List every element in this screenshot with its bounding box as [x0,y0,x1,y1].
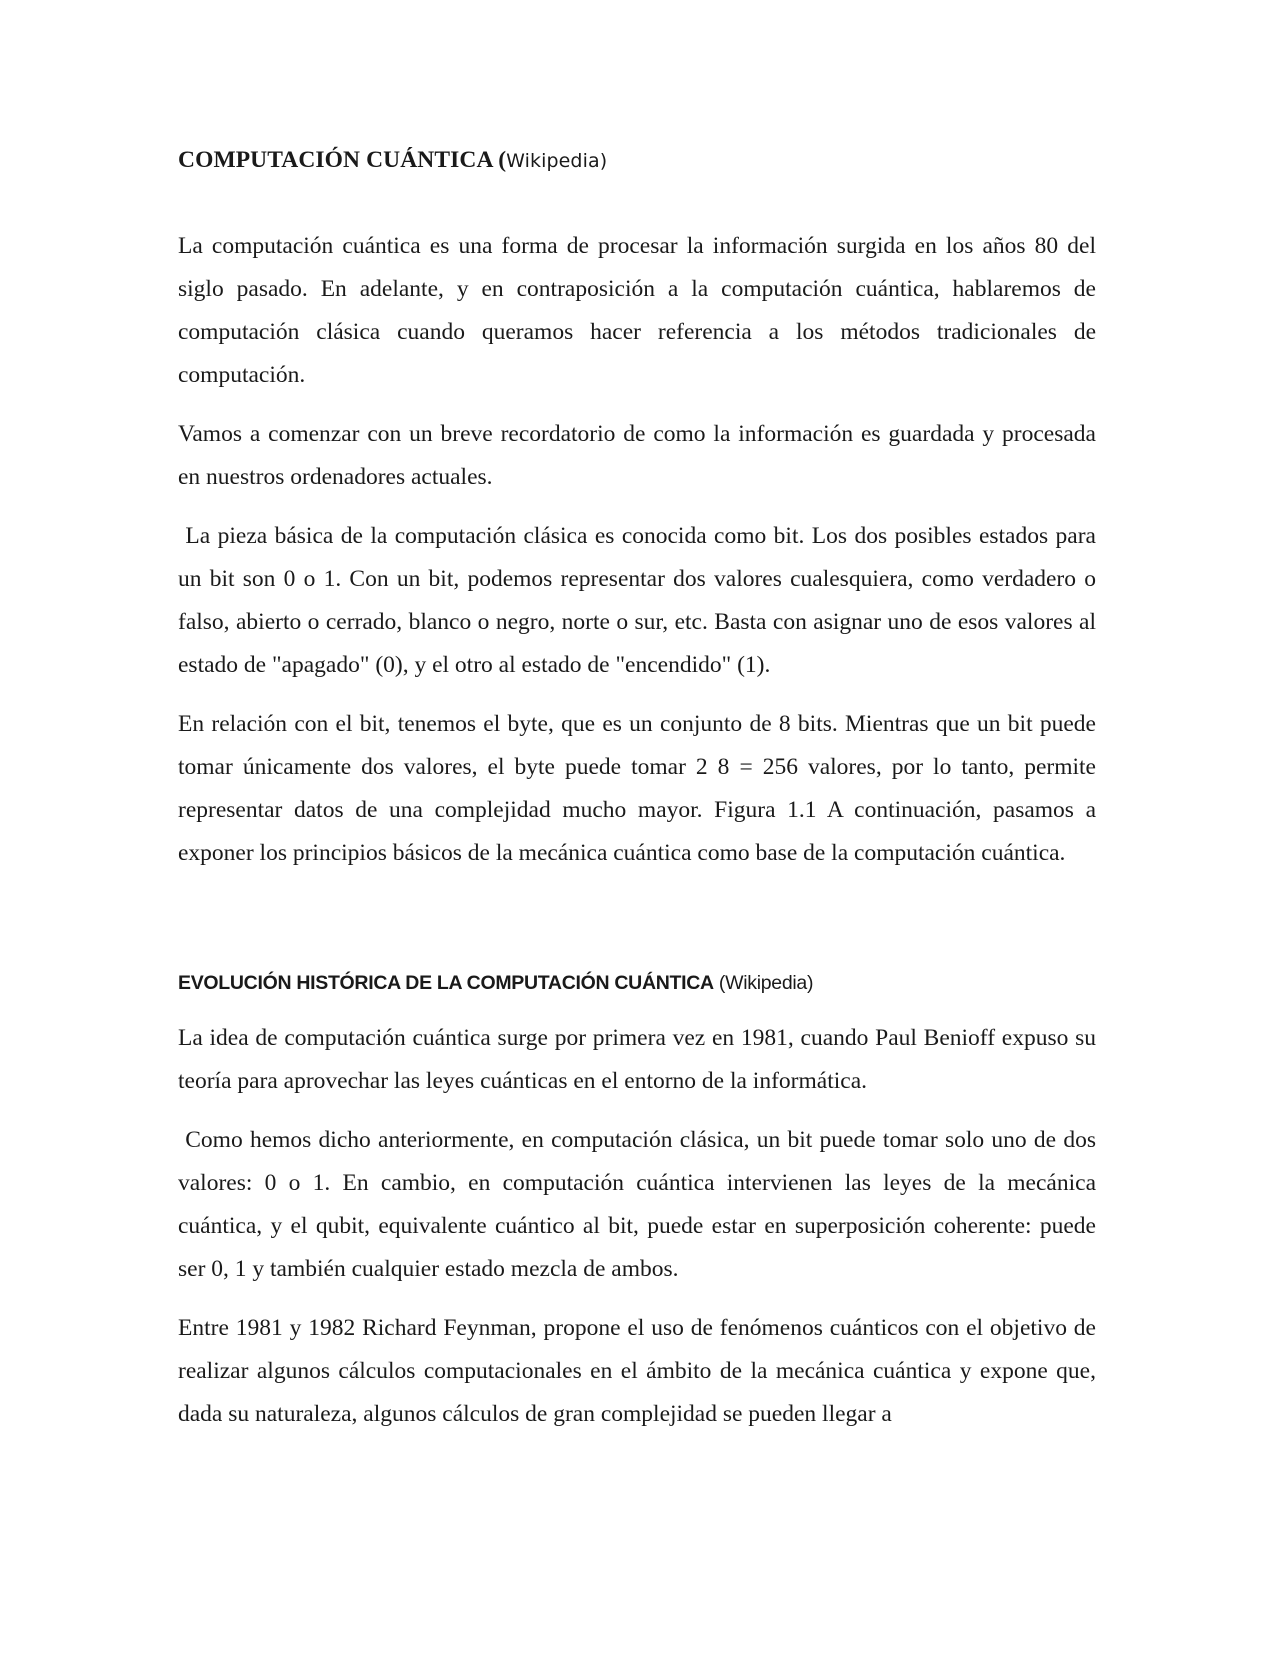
paragraph: Entre 1981 y 1982 Richard Feynman, propone el uso de fenómenos cuánticos con el objetivo de realizar algunos cálculos computacionales en el ámbito de la mecánica cuántica y expone que, dada su naturaleza, algunos cálculos de gran complejidad se pueden llegar a [178,1315,1096,1427]
paragraph: La pieza básica de la computación clásica es conocida como bit. Los dos posibles estados para un bit son 0 o 1. Con un bit, podemos representar dos valores cualesquiera, como verdadero o falso, abierto o cerrado, blanco o negro, norte o sur, etc. Basta con asignar uno de esos valores al estado de "apagado" (0), y el otro al estado de "encendido" (1). [178,523,1096,678]
paragraph: La computación cuántica es una forma de procesar la información surgida en los años 80 del siglo pasado. En adelante, y en contraposición a la computación cuántica, hablaremos de computación clásica cuando queramos hacer referencia a los métodos tradicionales de computación. [178,233,1096,388]
section-heading-computacion-cuantica [178,140,1096,181]
section-heading-evolucion-historica [178,965,1096,1001]
paragraph: Como hemos dicho anteriormente, en computación clásica, un bit puede tomar solo uno de dos valores: 0 o 1. En cambio, en computación cuántica intervienen las leyes de la mecánica cuántica, y el qubit, equivalente cuántico al bit, puede estar en superposición coherente: puede ser 0, 1 y también cualquier estado mezcla de ambos. [178,1127,1096,1282]
document-body [178,140,1096,1436]
heading-source: (Wikipedia) [713,972,814,994]
paragraph: La idea de computación cuántica surge por primera vez en 1981, cuando Paul Benioff expuso su teoría para aprovechar las leyes cuánticas en el entorno de la informática. [178,1025,1096,1094]
heading-title: COMPUTACIÓN CUÁNTICA ( [178,147,507,173]
heading-source: Wikipedia) [506,150,608,172]
paragraph: En relación con el bit, tenemos el byte, que es un conjunto de 8 bits. Mientras que un bit puede tomar únicamente dos valores, el byte puede tomar 2 8 = 256 valores, por lo tanto, permite representar datos de una complejidad mucho mayor. Figura 1.1 A continuación, pasamos a exponer los principios básicos de la mecánica cuántica como base de la computación cuántica. [178,711,1096,866]
paragraph: Vamos a comenzar con un breve recordatorio de como la información es guardada y procesada en nuestros ordenadores actuales. [178,421,1096,490]
heading-title: EVOLUCIÓN HISTÓRICA DE LA COMPUTACIÓN CUÁNTICA [178,972,714,994]
